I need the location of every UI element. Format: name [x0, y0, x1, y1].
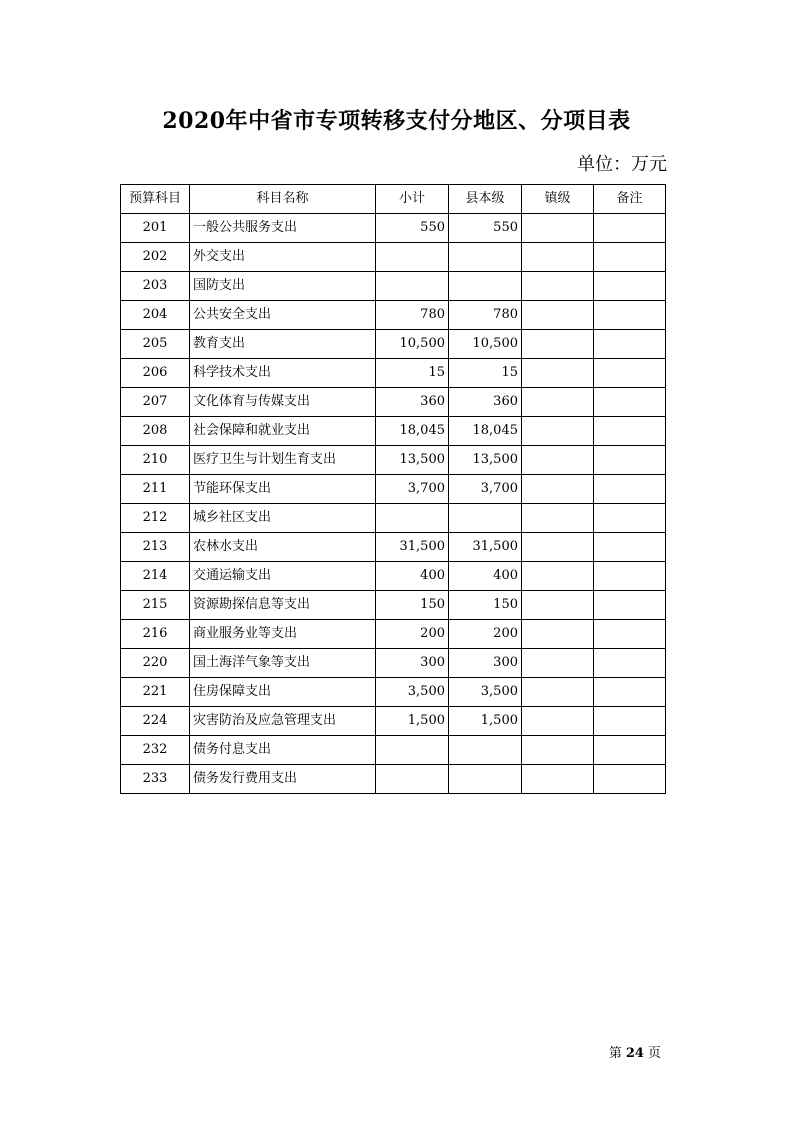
cell-town-level: [522, 533, 594, 562]
cell-county-level: [449, 504, 522, 533]
table-row: [121, 678, 666, 707]
cell-subtotal: [376, 736, 449, 765]
header-item-name: 科目名称: [190, 185, 376, 214]
cell-subtotal: 18,045: [376, 417, 449, 446]
cell-note: [594, 562, 666, 591]
cell-subtotal: 360: [376, 388, 449, 417]
page-number: 24: [625, 1046, 644, 1061]
cell-note: [594, 388, 666, 417]
table-row: [121, 214, 666, 243]
table-row: [121, 562, 666, 591]
cell-note: [594, 591, 666, 620]
cell-county-level: 18,045: [449, 417, 522, 446]
cell-county-level: 200: [449, 620, 522, 649]
unit-label: 单位：万元: [577, 154, 667, 175]
cell-subtotal: 550: [376, 214, 449, 243]
cell-subtotal: 13,500: [376, 446, 449, 475]
table-row: [121, 765, 666, 794]
cell-budget-code: 205: [121, 330, 190, 359]
cell-item-name: 节能环保支出: [190, 475, 376, 504]
cell-county-level: [449, 272, 522, 301]
page-number-prefix: 第: [608, 1046, 622, 1061]
table-row: [121, 707, 666, 736]
cell-item-name: 文化体育与传媒支出: [190, 388, 376, 417]
cell-budget-code: 211: [121, 475, 190, 504]
cell-item-name: 交通运输支出: [190, 562, 376, 591]
cell-subtotal: 780: [376, 301, 449, 330]
cell-item-name: 灾害防治及应急管理支出: [190, 707, 376, 736]
cell-town-level: [522, 214, 594, 243]
header-county-level: 县本级: [449, 185, 522, 214]
cell-town-level: [522, 243, 594, 272]
cell-town-level: [522, 417, 594, 446]
cell-town-level: [522, 330, 594, 359]
cell-town-level: [522, 359, 594, 388]
cell-item-name: 外交支出: [190, 243, 376, 272]
cell-budget-code: 216: [121, 620, 190, 649]
cell-item-name: 一般公共服务支出: [190, 214, 376, 243]
cell-item-name: 科学技术支出: [190, 359, 376, 388]
cell-town-level: [522, 475, 594, 504]
cell-town-level: [522, 649, 594, 678]
table-row: [121, 591, 666, 620]
header-note: 备注: [594, 185, 666, 214]
cell-item-name: 城乡社区支出: [190, 504, 376, 533]
cell-town-level: [522, 388, 594, 417]
cell-subtotal: 10,500: [376, 330, 449, 359]
cell-budget-code: 201: [121, 214, 190, 243]
cell-county-level: [449, 243, 522, 272]
cell-town-level: [522, 591, 594, 620]
cell-county-level: [449, 736, 522, 765]
cell-note: [594, 475, 666, 504]
cell-subtotal: 15: [376, 359, 449, 388]
cell-county-level: 15: [449, 359, 522, 388]
cell-note: [594, 446, 666, 475]
cell-county-level: 150: [449, 591, 522, 620]
table-row: [121, 417, 666, 446]
table-row: [121, 272, 666, 301]
cell-town-level: [522, 707, 594, 736]
cell-budget-code: 202: [121, 243, 190, 272]
cell-county-level: 10,500: [449, 330, 522, 359]
cell-subtotal: 300: [376, 649, 449, 678]
cell-subtotal: 150: [376, 591, 449, 620]
cell-note: [594, 359, 666, 388]
cell-budget-code: 203: [121, 272, 190, 301]
cell-note: [594, 533, 666, 562]
cell-county-level: 1,500: [449, 707, 522, 736]
cell-note: [594, 301, 666, 330]
cell-town-level: [522, 504, 594, 533]
cell-county-level: [449, 765, 522, 794]
cell-note: [594, 214, 666, 243]
cell-budget-code: 212: [121, 504, 190, 533]
cell-item-name: 国防支出: [190, 272, 376, 301]
cell-county-level: 3,500: [449, 678, 522, 707]
table-row: [121, 388, 666, 417]
cell-note: [594, 272, 666, 301]
cell-note: [594, 504, 666, 533]
cell-item-name: 债务发行费用支出: [190, 765, 376, 794]
cell-town-level: [522, 678, 594, 707]
cell-note: [594, 736, 666, 765]
cell-county-level: 780: [449, 301, 522, 330]
cell-budget-code: 214: [121, 562, 190, 591]
cell-budget-code: 207: [121, 388, 190, 417]
cell-item-name: 农林水支出: [190, 533, 376, 562]
cell-note: [594, 678, 666, 707]
table-row: [121, 533, 666, 562]
cell-subtotal: [376, 504, 449, 533]
cell-subtotal: [376, 272, 449, 301]
cell-subtotal: [376, 765, 449, 794]
page-number-suffix: 页: [647, 1046, 661, 1061]
table-row: [121, 330, 666, 359]
cell-item-name: 债务付息支出: [190, 736, 376, 765]
table-row: [121, 649, 666, 678]
table-row: [121, 301, 666, 330]
cell-budget-code: 208: [121, 417, 190, 446]
cell-county-level: 400: [449, 562, 522, 591]
cell-item-name: 社会保障和就业支出: [190, 417, 376, 446]
cell-item-name: 商业服务业等支出: [190, 620, 376, 649]
cell-budget-code: 213: [121, 533, 190, 562]
cell-budget-code: 224: [121, 707, 190, 736]
cell-town-level: [522, 765, 594, 794]
cell-note: [594, 417, 666, 446]
cell-town-level: [522, 620, 594, 649]
header-budget-code: 预算科目: [121, 185, 190, 214]
cell-county-level: 31,500: [449, 533, 522, 562]
cell-subtotal: 400: [376, 562, 449, 591]
cell-subtotal: [376, 243, 449, 272]
cell-subtotal: 3,700: [376, 475, 449, 504]
cell-budget-code: 206: [121, 359, 190, 388]
page-footer: [609, 1042, 661, 1061]
cell-note: [594, 620, 666, 649]
cell-item-name: 国土海洋气象等支出: [190, 649, 376, 678]
cell-note: [594, 765, 666, 794]
table-body: [121, 214, 666, 794]
cell-item-name: 资源勘探信息等支出: [190, 591, 376, 620]
cell-item-name: 住房保障支出: [190, 678, 376, 707]
table-row: [121, 446, 666, 475]
table-row: [121, 475, 666, 504]
cell-item-name: 公共安全支出: [190, 301, 376, 330]
cell-town-level: [522, 272, 594, 301]
cell-note: [594, 649, 666, 678]
cell-budget-code: 221: [121, 678, 190, 707]
cell-town-level: [522, 446, 594, 475]
cell-subtotal: 200: [376, 620, 449, 649]
cell-note: [594, 707, 666, 736]
cell-county-level: 3,700: [449, 475, 522, 504]
budget-table: [120, 184, 666, 794]
header-town-level: 镇级: [522, 185, 594, 214]
cell-budget-code: 220: [121, 649, 190, 678]
table-row: [121, 359, 666, 388]
cell-subtotal: 1,500: [376, 707, 449, 736]
cell-town-level: [522, 562, 594, 591]
cell-county-level: 300: [449, 649, 522, 678]
page-title: 2020年中省市专项转移支付分地区、分项目表: [162, 108, 631, 134]
cell-subtotal: 3,500: [376, 678, 449, 707]
cell-town-level: [522, 301, 594, 330]
table-row: [121, 736, 666, 765]
cell-town-level: [522, 736, 594, 765]
table-header-row: [121, 185, 666, 214]
cell-budget-code: 233: [121, 765, 190, 794]
cell-county-level: 13,500: [449, 446, 522, 475]
cell-budget-code: 232: [121, 736, 190, 765]
cell-budget-code: 204: [121, 301, 190, 330]
cell-note: [594, 330, 666, 359]
cell-budget-code: 215: [121, 591, 190, 620]
cell-note: [594, 243, 666, 272]
cell-budget-code: 210: [121, 446, 190, 475]
header-subtotal: 小计: [376, 185, 449, 214]
cell-item-name: 教育支出: [190, 330, 376, 359]
table-row: [121, 620, 666, 649]
cell-subtotal: 31,500: [376, 533, 449, 562]
cell-item-name: 医疗卫生与计划生育支出: [190, 446, 376, 475]
table-row: [121, 504, 666, 533]
cell-county-level: 550: [449, 214, 522, 243]
table-row: [121, 243, 666, 272]
cell-county-level: 360: [449, 388, 522, 417]
